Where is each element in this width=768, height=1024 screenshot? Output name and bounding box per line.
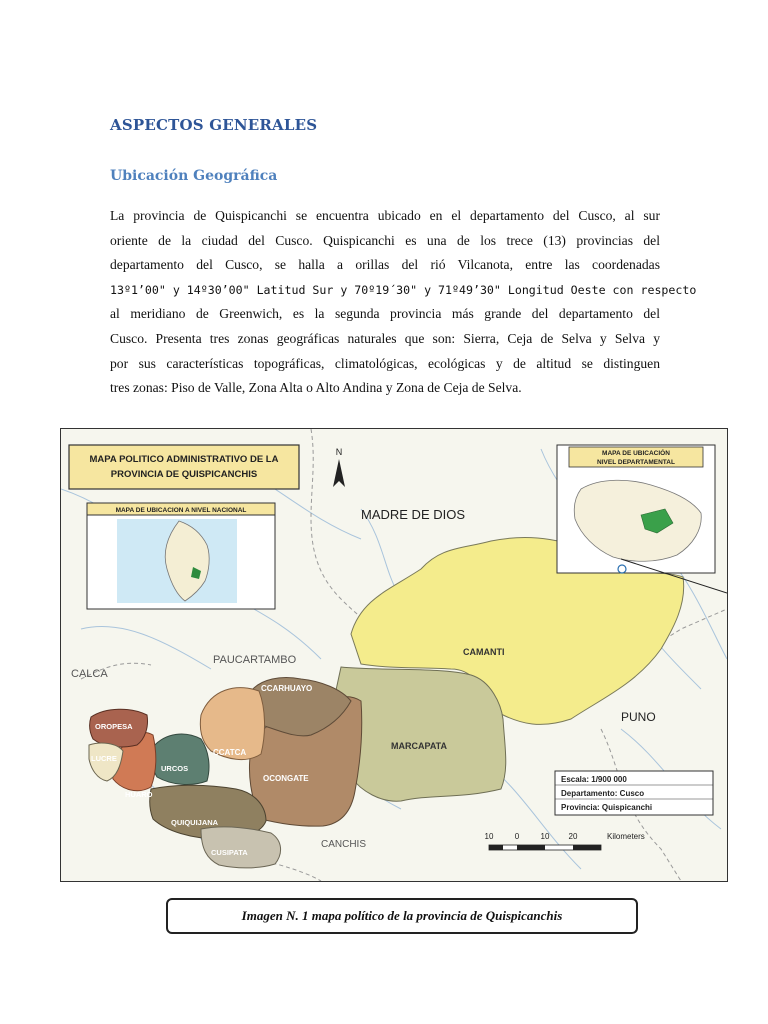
label-paucartambo: PAUCARTAMBO [213,654,297,666]
inset-department-line2: NIVEL DEPARTAMENTAL [597,459,675,466]
label-oropesa: OROPESA [95,722,133,731]
label-quiquijana: QUIQUIJANA [171,818,219,827]
figure-caption-box [166,898,638,934]
figure-caption: Imagen N. 1 mapa político de la provincia de Quispicanchis [241,908,563,923]
legend-provincia: Provincia: Quispicanchi [561,803,653,812]
paragraph-line: por sus características topográficas, climatológicas, ecológicas y de altitud se distinguen [110,355,660,371]
scale-tick-label: 20 [568,832,578,841]
paragraph-line-coordinates: 13º1’00" y 14º30’00" Latitud Sur y 70º19´30" y 71º49’30" Longitud Oeste con respecto [110,282,697,297]
province-map-figure [60,428,728,882]
label-calca: CALCA [71,668,108,680]
label-urcos: URCOS [161,764,189,773]
paragraph-line: tres zonas: Piso de Valle, Zona Alta o Alto Andina y Zona de Ceja de Selva. [110,380,522,396]
north-arrow-icon [333,447,345,487]
inset-national-label: MAPA DE UBICACION A NIVEL NACIONAL [115,507,247,514]
scale-unit-label: Kilometers [607,832,645,841]
subsection-heading: Ubicación Geográfica [110,168,278,184]
scale-tick-label: 10 [540,832,550,841]
paragraph-line: La provincia de Quispicanchi se encuentra ubicado en el departamento del Cusco, al sur [110,208,660,223]
label-canchis: CANCHIS [321,839,367,850]
label-ccatca: CCATCA [213,748,247,757]
paragraph-line: al meridiano de Greenwich, es la segunda provincia más grande del departamento del [110,306,660,322]
province-map [61,429,727,881]
map-title-box [69,445,299,489]
inset-department-line1: MAPA DE UBICACIÓN [602,450,670,457]
region-urcos [151,734,209,784]
body-paragraph [110,204,697,401]
legend-departamento: Departamento: Cusco [561,789,645,798]
label-ocongate: OCONGATE [263,774,309,783]
scale-tick-label: 10 [484,832,494,841]
label-lucre: LUCRE [91,754,117,763]
map-title-line1: MAPA POLITICO ADMINISTRATIVO DE LA [89,454,279,465]
label-madre-de-dios: MADRE DE DIOS [361,507,466,522]
section-heading: ASPECTOS GENERALES [110,116,318,134]
paragraph-line: oriente de la ciudad del Cusco. Quispicanchi es una de los trece (13) provincias del [110,232,660,248]
paragraph-line: departamento del Cusco, se halla a orillas del rió Vilcanota, entre las coordenadas [110,257,660,273]
label-huaro: HUARO [125,790,153,799]
scale-tick-label: 0 [514,832,520,841]
label-camanti: CAMANTI [463,647,505,657]
label-ccarhuayo: CCARHUAYO [261,684,313,693]
north-label: N [335,447,343,457]
label-puno: PUNO [621,710,656,724]
legend-escala: Escala: 1/900 000 [561,775,627,784]
label-marcapata: MARCAPATA [391,741,447,751]
paragraph-line: Cusco. Presenta tres zonas geográficas naturales que son: Sierra, Ceja de Selva y Selva y [110,330,660,346]
scale-bar [485,832,645,850]
map-title-line2: PROVINCIA DE QUISPICANCHIS [110,469,258,480]
label-cusipata: CUSIPATA [211,848,248,857]
